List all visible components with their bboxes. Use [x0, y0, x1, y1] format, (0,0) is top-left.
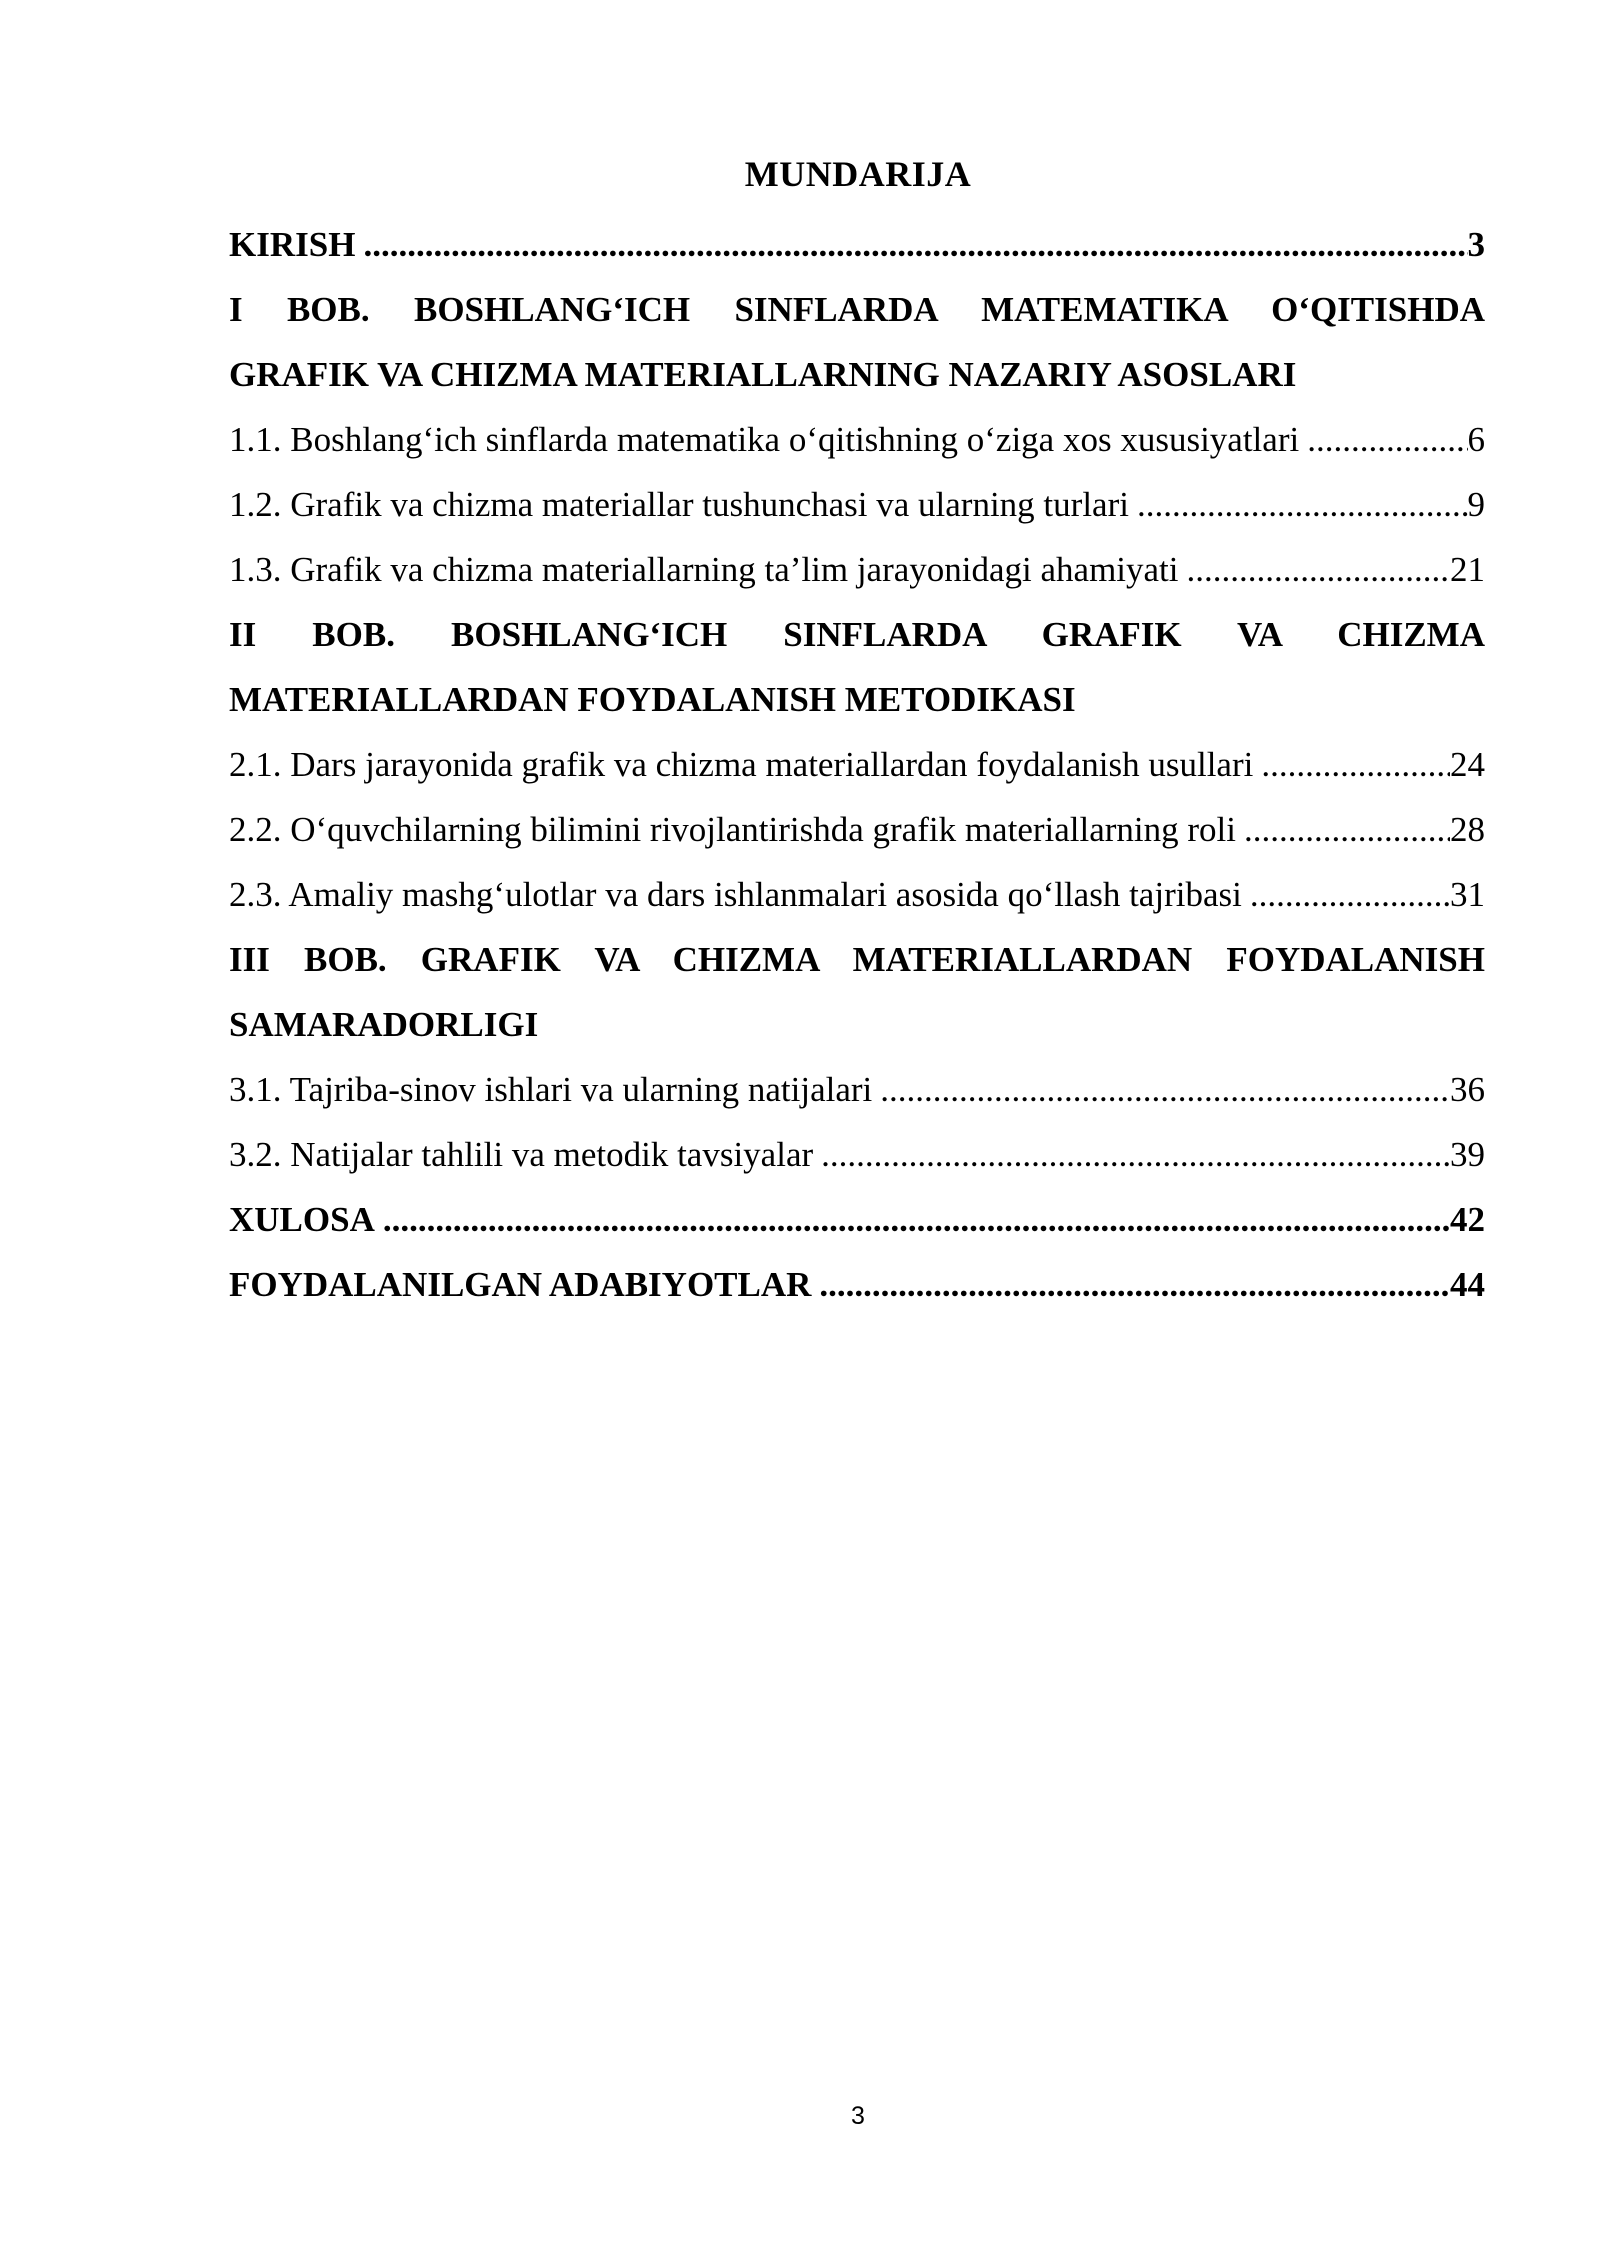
toc-entry-adabiyotlar[interactable]	[229, 1252, 1485, 1317]
dot-leader	[811, 1252, 1450, 1317]
toc-entry-label: FOYDALANILGAN ADABIYOTLAR	[229, 1265, 812, 1304]
chapter-heading-line: GRAFIK VA CHIZMA MATERIALLARNING NAZARIY ASOSLARI	[229, 355, 1297, 394]
toc-entry-page: 24	[1450, 745, 1485, 784]
dot-leader	[1129, 472, 1468, 537]
chapter-heading-line: I BOB. BOSHLANG‘ICH SINFLARDA MATEMATIKA O‘QITISHDA	[229, 290, 1485, 329]
toc-entry-1-1[interactable]	[229, 407, 1485, 472]
toc-entry-1-2[interactable]	[229, 472, 1485, 537]
toc-entry-label: KIRISH	[229, 225, 356, 264]
page-title: MUNDARIJA	[744, 154, 972, 194]
toc-entry-1-3[interactable]	[229, 537, 1485, 602]
toc-entry-3-2[interactable]	[229, 1122, 1485, 1187]
toc-entry-2-3[interactable]	[229, 862, 1485, 927]
dot-leader	[1299, 407, 1467, 472]
toc-entry-page: 42	[1450, 1200, 1485, 1239]
toc-entry-label: 1.1. Boshlang‘ich sinflarda matematika o‘qitishning o‘ziga xos xususiyatlari	[229, 420, 1300, 459]
dot-leader	[872, 1057, 1450, 1122]
toc-entry-label: 2.1. Dars jarayonida grafik va chizma materiallardan foydalanish usullari	[229, 745, 1254, 784]
chapter-heading-line: III BOB. GRAFIK VA CHIZMA MATERIALLARDAN FOYDALANISH	[229, 940, 1485, 979]
toc-entry-page: 21	[1450, 550, 1485, 589]
toc-entry-label: 3.1. Tajriba-sinov ishlari va ularning natijalari	[229, 1070, 873, 1109]
dot-leader	[813, 1122, 1450, 1187]
page-number: 3	[851, 2102, 865, 2130]
toc-chapter-heading-2[interactable]	[229, 602, 1485, 732]
toc-entry-label: 2.3. Amaliy mashg‘ulotlar va dars ishlanmalari asosida qo‘llash tajribasi	[229, 875, 1242, 914]
toc-entry-xulosa[interactable]	[229, 1187, 1485, 1252]
toc-entry-2-2[interactable]	[229, 797, 1485, 862]
toc-entry-page: 31	[1450, 875, 1485, 914]
chapter-heading-line: II BOB. BOSHLANG‘ICH SINFLARDA GRAFIK VA CHIZMA	[229, 615, 1485, 654]
toc-entry-label: 1.3. Grafik va chizma materiallarning ta’lim jarayonidagi ahamiyati	[229, 550, 1179, 589]
toc-entry-page: 39	[1450, 1135, 1485, 1174]
dot-leader	[1253, 732, 1450, 797]
toc-chapter-heading-3[interactable]	[229, 927, 1485, 1057]
chapter-heading-line: MATERIALLARDAN FOYDALANISH METODIKASI	[229, 680, 1076, 719]
toc-entry-2-1[interactable]	[229, 732, 1485, 797]
toc-entry-label: 2.2. O‘quvchilarning bilimini rivojlantirishda grafik materiallarning roli	[229, 810, 1236, 849]
toc-entry-page: 36	[1450, 1070, 1485, 1109]
chapter-heading-line: SAMARADORLIGI	[229, 1005, 539, 1044]
dot-leader	[1179, 537, 1451, 602]
toc-entry-kirish[interactable]	[229, 212, 1485, 277]
dot-leader	[1242, 862, 1450, 927]
toc-entry-page: 3	[1467, 225, 1485, 264]
dot-leader	[375, 1187, 1450, 1252]
dot-leader	[355, 212, 1467, 277]
dot-leader	[1236, 797, 1450, 862]
table-of-contents	[229, 212, 1485, 1317]
toc-chapter-heading-1[interactable]	[229, 277, 1485, 407]
toc-entry-3-1[interactable]	[229, 1057, 1485, 1122]
toc-entry-page: 9	[1467, 485, 1485, 524]
toc-entry-label: 3.2. Natijalar tahlili va metodik tavsiyalar	[229, 1135, 814, 1174]
toc-entry-label: 1.2. Grafik va chizma materiallar tushunchasi va ularning turlari	[229, 485, 1129, 524]
toc-entry-page: 28	[1450, 810, 1485, 849]
toc-entry-page: 6	[1467, 420, 1485, 459]
toc-entry-page: 44	[1450, 1265, 1485, 1304]
toc-entry-label: XULOSA	[229, 1200, 375, 1239]
